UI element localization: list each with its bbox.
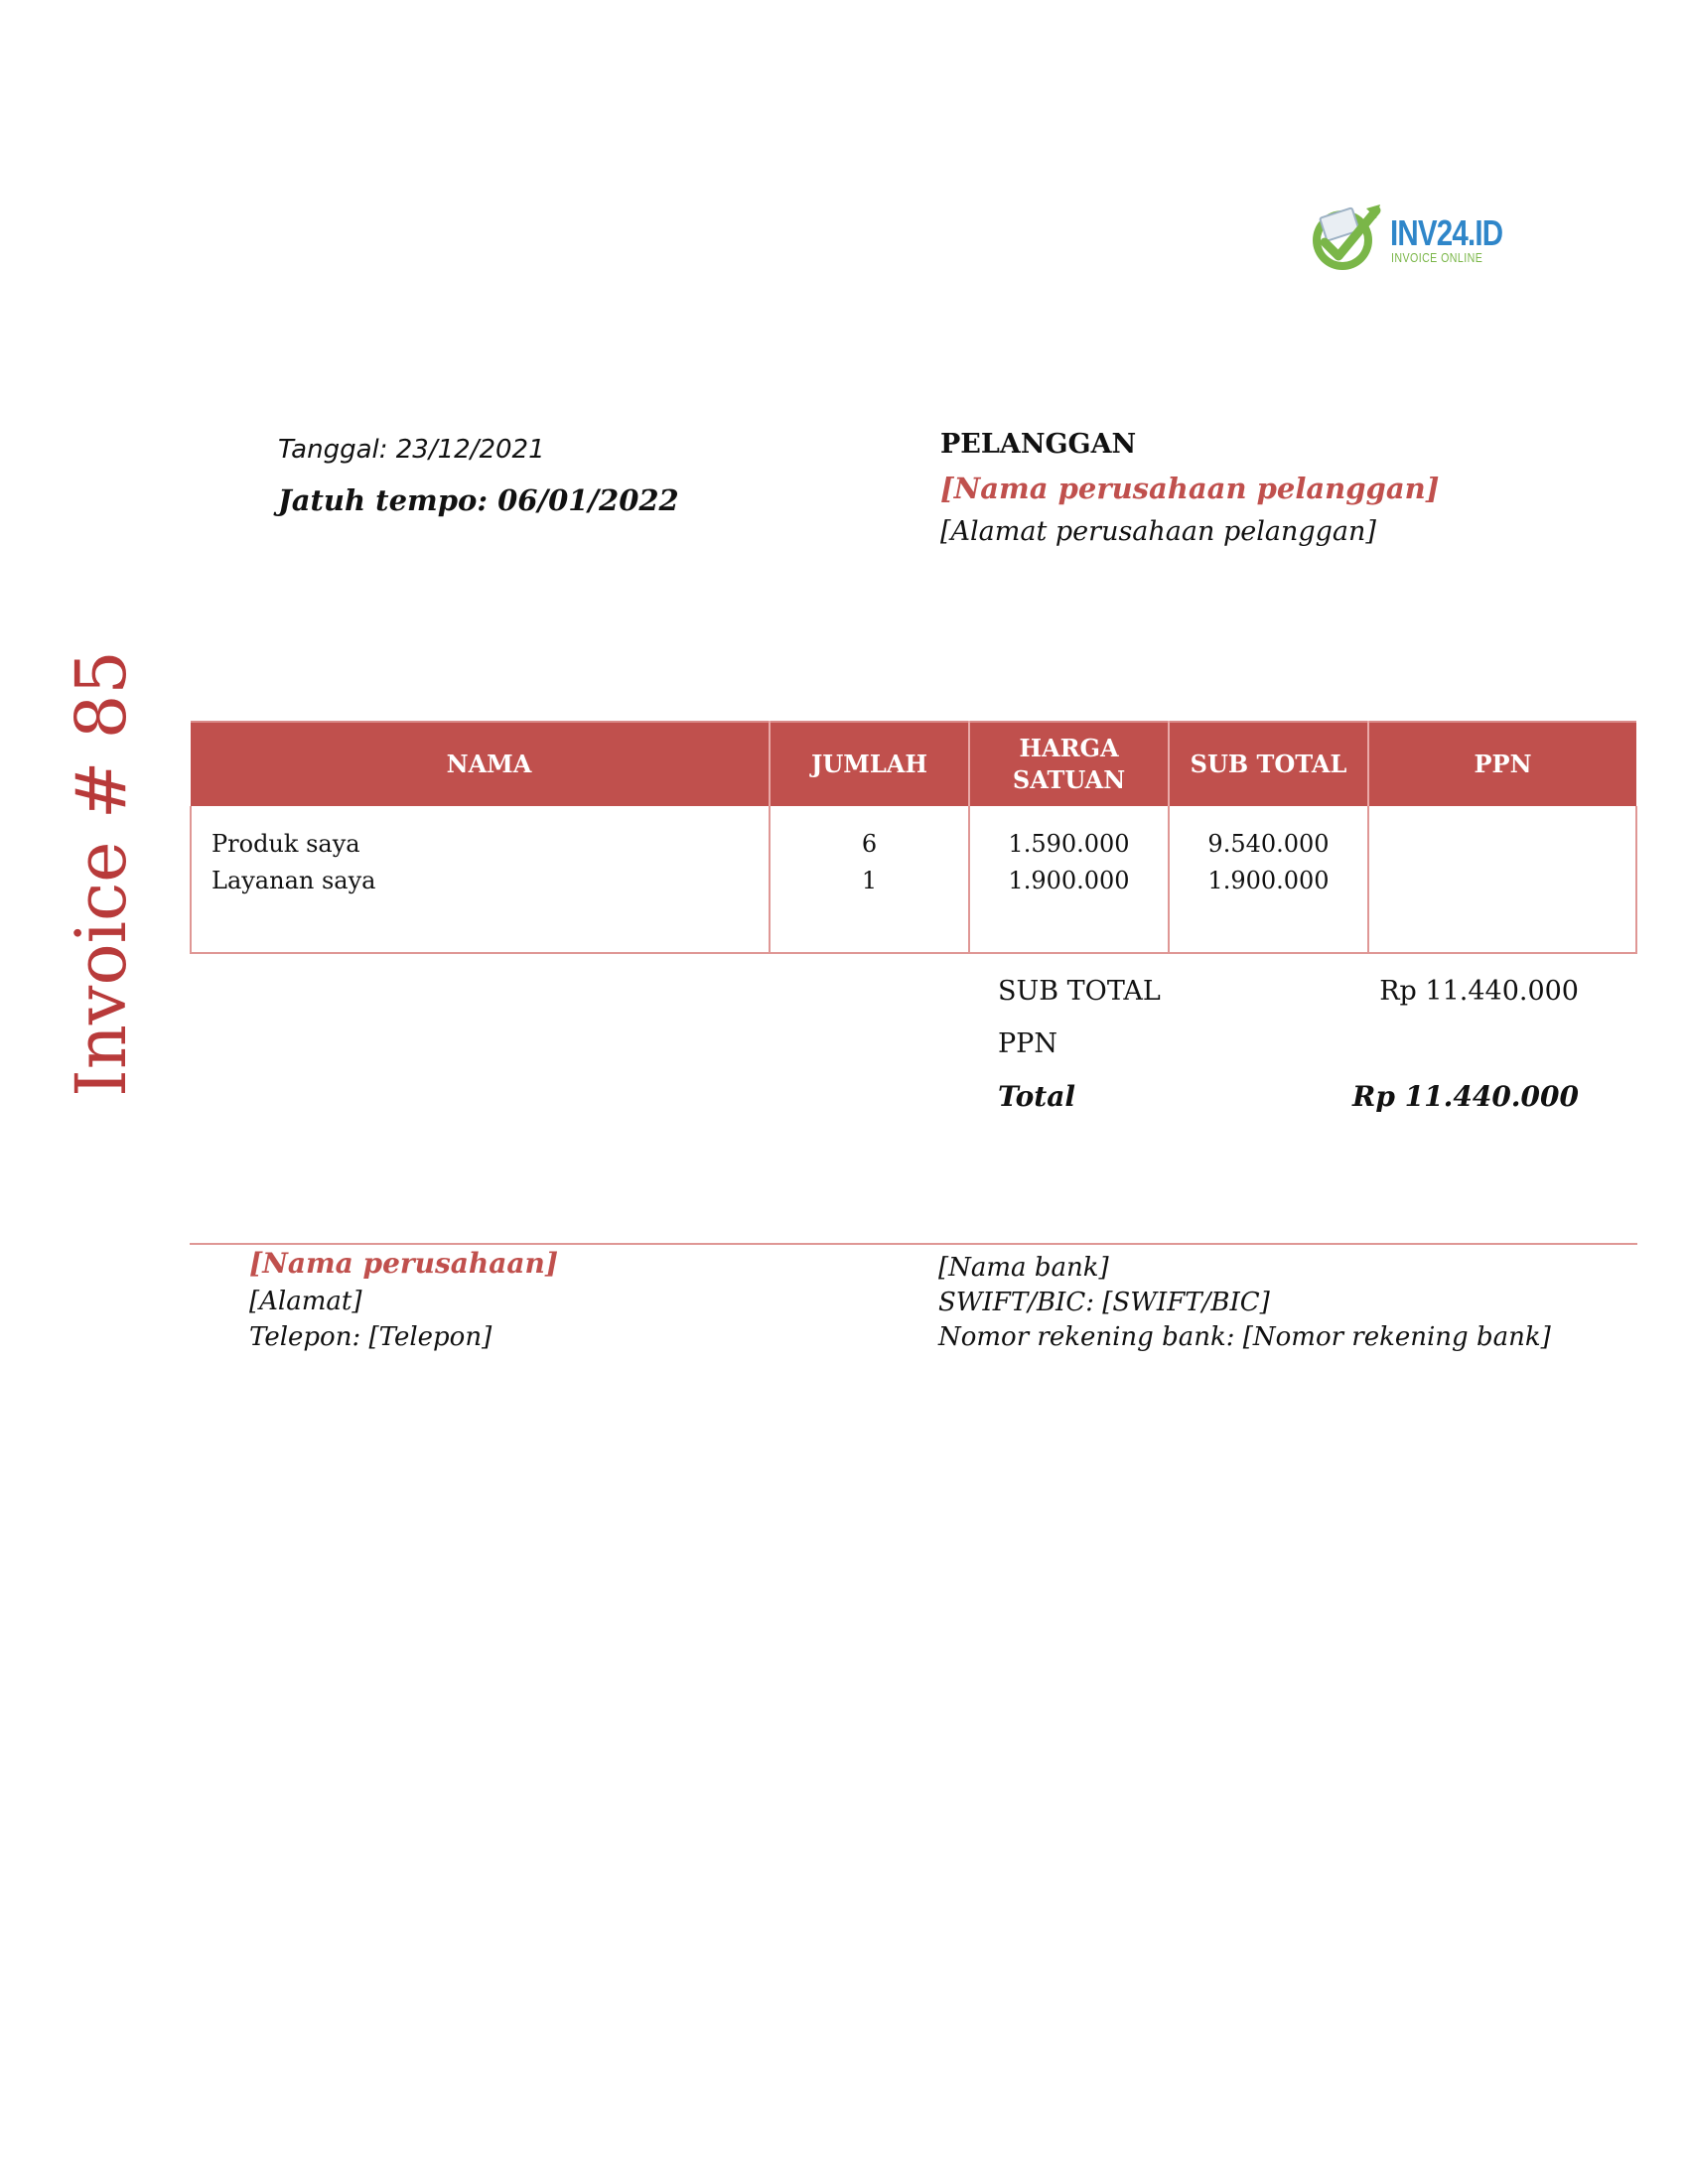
item-price: 1.590.000	[1008, 830, 1130, 858]
item-name: Layanan saya	[211, 867, 376, 894]
header-nama: NAMA	[191, 722, 770, 806]
footer-divider	[190, 1243, 1637, 1245]
cell-qty	[770, 806, 969, 953]
footer-address: [Alamat]	[249, 1287, 362, 1316]
cell-ppn	[1368, 806, 1636, 953]
customer-heading: PELANGGAN	[940, 429, 1137, 460]
logo-check-icon	[1309, 199, 1386, 276]
logo-tagline: INVOICE ONLINE	[1391, 250, 1483, 265]
subtotal-value: Rp 11.440.000	[1379, 976, 1579, 1007]
header-ppn: PPN	[1368, 722, 1636, 806]
header-jumlah: JUMLAH	[770, 722, 969, 806]
item-subtotal: 9.540.000	[1207, 830, 1330, 858]
item-name: Produk saya	[211, 830, 360, 858]
invoice-title: Invoice # 85	[61, 650, 142, 1097]
footer-bank-name: [Nama bank]	[938, 1253, 1109, 1283]
footer-phone: Telepon: [Telepon]	[249, 1322, 492, 1352]
item-subtotal: 1.900.000	[1207, 867, 1330, 894]
cell-price	[969, 806, 1169, 953]
cell-names	[191, 806, 770, 953]
total-value: Rp 11.440.000	[1352, 1080, 1579, 1113]
header-sub-total: SUB TOTAL	[1169, 722, 1368, 806]
footer-account: Nomor rekening bank: [Nomor rekening bank]	[938, 1322, 1551, 1352]
footer-company-name: [Nama perusahaan]	[249, 1247, 559, 1280]
table-header-row	[191, 722, 1636, 806]
item-qty: 6	[861, 830, 878, 858]
logo-brand-text: INV24.ID	[1390, 212, 1503, 253]
header-harga-satuan	[969, 722, 1169, 806]
header-harga-line1: HARGA	[1019, 734, 1119, 762]
invoice-date: Tanggal: 23/12/2021	[278, 435, 545, 465]
invoice-due-date: Jatuh tempo: 06/01/2022	[278, 483, 679, 517]
table-row	[191, 806, 1636, 953]
customer-name: [Nama perusahaan pelanggan]	[940, 472, 1440, 505]
items-table	[190, 721, 1637, 954]
customer-address: [Alamat perusahaan pelanggan]	[940, 516, 1376, 547]
header-harga-line2: SATUAN	[1012, 765, 1126, 794]
item-price: 1.900.000	[1008, 867, 1130, 894]
subtotal-label: SUB TOTAL	[998, 976, 1161, 1007]
total-label: Total	[998, 1080, 1076, 1113]
brand-logo	[1309, 199, 1507, 278]
footer-swift: SWIFT/BIC: [SWIFT/BIC]	[938, 1288, 1270, 1317]
cell-subtotal	[1169, 806, 1368, 953]
ppn-label: PPN	[998, 1028, 1057, 1059]
item-qty: 1	[861, 867, 878, 894]
